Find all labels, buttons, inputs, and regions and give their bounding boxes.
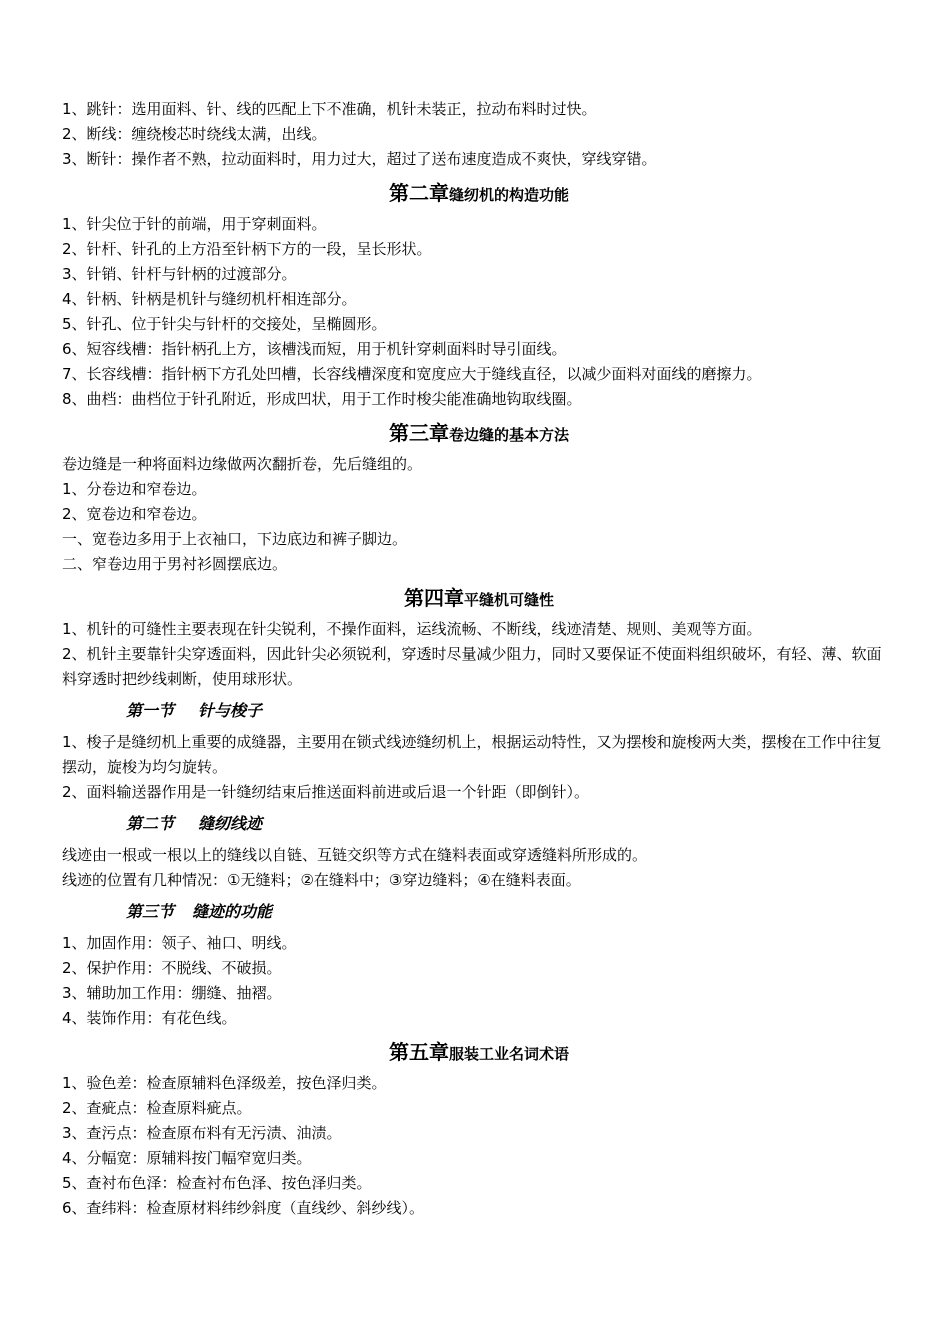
document-page <box>62 97 896 1221</box>
chapter-title: 卷边缝的基本方法 <box>448 426 569 444</box>
list-item: 2、机针主要靠针尖穿透面料，因此针尖必须锐利，穿透时尽量减少阻力，同时又要保证不使面料组织破坏，有轻、薄、软面料穿透时把纱线刺断，使用球形状。 <box>62 645 882 688</box>
list-item: 二、窄卷边用于男衬衫圆摆底边。 <box>62 555 288 573</box>
list-item: 1、加固作用：领子、袖口、明线。 <box>62 934 297 952</box>
intro-line: 2、断线：缠绕梭芯时绕线太满，出线。 <box>62 125 327 143</box>
chapter-title: 服装工业名词术语 <box>448 1045 569 1063</box>
list-item: 4、针柄、针柄是机针与缝纫机杆相连部分。 <box>62 290 357 308</box>
list-item: 3、针销、针杆与针柄的过渡部分。 <box>62 265 297 283</box>
section-3-heading <box>62 893 896 931</box>
list-item: 线迹的位置有几种情况：①无缝料；②在缝料中；③穿边缝料；④在缝料表面。 <box>62 871 581 889</box>
list-item: 2、保护作用：不脱线、不破损。 <box>62 959 282 977</box>
intro-line: 3、断针：操作者不熟，拉动面料时，用力过大，超过了送布速度造成不爽快，穿线穿错。 <box>62 150 657 168</box>
list-item: 卷边缝是一种将面料边缘做两次翻折卷，先后缝组的。 <box>62 455 423 473</box>
list-item: 4、装饰作用：有花色线。 <box>62 1009 237 1027</box>
chapter-number: 第五章 <box>388 1040 449 1064</box>
list-item: 5、针孔、位于针尖与针杆的交接处，呈椭圆形。 <box>62 315 387 333</box>
list-item: 5、查衬布色泽：检查衬布色泽、按色泽归类。 <box>62 1174 372 1192</box>
list-item: 3、查污点：检查原布料有无污渍、油渍。 <box>62 1124 342 1142</box>
intro-line: 1、跳针：选用面料、针、线的匹配上下不准确，机针未装正，拉动布料时过快。 <box>62 100 597 118</box>
list-item: 线迹由一根或一根以上的缝线以自链、互链交织等方式在缝料表面或穿透缝料所形成的。 <box>62 846 648 864</box>
chapter-3-heading <box>62 412 896 452</box>
list-item: 2、宽卷边和窄卷边。 <box>62 505 207 523</box>
list-item: 2、查疵点：检查原料疵点。 <box>62 1099 252 1117</box>
chapter-4-heading <box>62 577 896 617</box>
section-2-heading <box>62 805 896 843</box>
chapter-title: 缝纫机的构造功能 <box>448 186 569 204</box>
section-title: 缝纫线迹 <box>198 814 263 833</box>
section-number: 第一节 <box>126 701 175 720</box>
list-item: 6、短容线槽：指针柄孔上方，该槽浅而短，用于机针穿刺面料时导引面线。 <box>62 340 567 358</box>
section-title: 缝迹的功能 <box>192 902 273 921</box>
list-item: 7、长容线槽：指针柄下方孔处凹槽，长容线槽深度和宽度应大于缝线直径，以减少面料对面线的磨擦力。 <box>62 365 762 383</box>
list-item: 4、分幅宽：原辅料按门幅窄宽归类。 <box>62 1149 312 1167</box>
section-title: 针与梭子 <box>198 701 263 720</box>
list-item: 1、验色差：检查原辅料色泽级差，按色泽归类。 <box>62 1074 387 1092</box>
list-item: 8、曲档：曲档位于针孔附近，形成凹状，用于工作时梭尖能准确地钩取线圈。 <box>62 390 582 408</box>
list-item: 2、面料输送器作用是一针缝纫结束后推送面料前进或后退一个针距（即倒针）。 <box>62 783 590 801</box>
section-number: 第三节 <box>126 902 175 921</box>
chapter-5-heading <box>62 1031 896 1071</box>
section-1-heading <box>62 692 896 730</box>
chapter-number: 第二章 <box>388 181 449 205</box>
list-item: 6、查纬料：检查原材料纬纱斜度（直线纱、斜纱线）。 <box>62 1199 425 1217</box>
list-item: 3、辅助加工作用：绷缝、抽褶。 <box>62 984 282 1002</box>
list-item: 1、分卷边和窄卷边。 <box>62 480 207 498</box>
list-item: 1、梭子是缝纫机上重要的成缝器，主要用在锁式线迹缝纫机上，根据运动特性，又为摆梭和旋梭两大类，摆梭在工作中往复摆动，旋梭为均匀旋转。 <box>62 733 882 776</box>
chapter-title: 平缝机可缝性 <box>463 591 554 609</box>
list-item: 2、针杆、针孔的上方沿至针柄下方的一段，呈长形状。 <box>62 240 432 258</box>
chapter-2-heading <box>62 172 896 212</box>
list-item: 一、宽卷边多用于上衣袖口，下边底边和裤子脚边。 <box>62 530 408 548</box>
section-number: 第二节 <box>126 814 175 833</box>
chapter-number: 第三章 <box>388 421 449 445</box>
list-item: 1、机针的可缝性主要表现在针尖锐利，不操作面料，运线流畅、不断线，线迹清楚、规则、美观等方面。 <box>62 620 762 638</box>
list-item: 1、针尖位于针的前端，用于穿刺面料。 <box>62 215 327 233</box>
chapter-number: 第四章 <box>403 586 464 610</box>
